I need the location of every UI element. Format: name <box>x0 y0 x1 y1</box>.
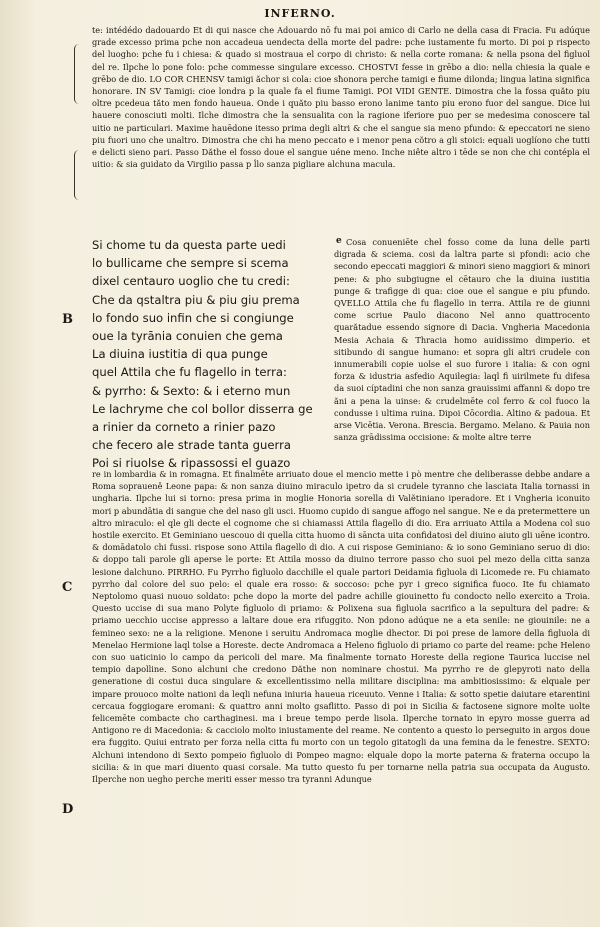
verse-line: che fecero ale strade tanta guerra <box>92 438 291 453</box>
verse-line: Che da qstaltra piu & piu giu prema <box>92 292 300 307</box>
commentary-bottom: re in lombardia & in romagna. Et finalmēte arriuato doue el mencio mette i pò mentre che deliberasse debbe andare a Roma sopraueně Leone papa: & non sanza diuino miraculo ipetro da si crudele tyranno che lasciata Italia tornassi in ungharia. Ilpche lui si torno: presa prima in moglie Honoria sorella di Valĕtiniano iperadore. Et i Vngheria iconuito mori p abundātia di sangue che del naso gli usci. Huomo cupido di sangue affogo nel sangue. Ne e da pretermettere un altro miraculo: el qle gli decte el cognome che si chiamassi Attila flagello di dio. Era arriuato Attila a Modena col suo hostile exercito. Et Geminiano uescouo di quella citta huomo di sāncta uita confidatosi del diuino aiuto gli uēne icontro. & domādatolo chi fussi. rispose sono Attila flagello di dio. A cui rispose Geminiano: & io sono Geminiano seruo di dio: & doppo tali parole gli aperse le porte: Et Attila mosso da diuino terrore passo cho suoi pel mezo della citta sanza lesione dalchuno. PIRRHO. Fu Pyrrho figluolo dacchille el quale partori Deidamia figluola di Licomede re. Fu chiamato pyrrho dal colore del suo pelo: el quale era rosso: & soccoso: pche pyr i greco significa fuoco. Ite fu chiamato Neptolomo quasi nuouo soldato: pche dopo la morte del padre achille giouinetto fu condocto nello exercito a Troia. Questo uccise di sua mano Polyte figluolo di priamo: & Polixena sua figluola sacrifico a la sepultura del padre: & priamo uecchio uccise appresso a laltare doue era rifuggito. Non pdono adúque ne a eta senile: ne giouinile: ne a femineo sexo: ne a la religione. Menone i seruitu Andromaca moglie dhector. Di poi prese de lamore della figluola di Menelao Hermione laql tolse a Horeste. decte Andromaca a Heleno figluolo di priamo co parte del reame: pche Heleno con suo uaticinio lo campo da pericoli del mare. Ma finalmente tornato Horeste della regione Taurica luccise nel tempio dapolline. Sono alchuni che credono Dăthe non nominare chostui. Ma pyrrho re de glepyroti nato della generatione di costui duca singulare & excellentissimo nella militare disciplina: ma ambitiosissimo: & elquale per impare prouoco molte nationi da leqli nefuna iniuria haueua riceuuto. Venne i Italia: & sotto spetie daiutare etarentini cercaua foggiogare eromani: & quattro anni molto gsaflitto. Passo di poi in Sicilia & factosene signore molte uolte felicemēte combacte cho carthaginesi. ma i breue tempo perde lisola. Ilperche tornato in epyro mosse guerra ad Antigono re di Macedonia: & cacciolo molto iniustamente del reame. Ne contento a questo lo perseguito in argos doue era fuggito. Quiui entrato per forza nella citta fu morto con un tegolo gitatogli da una femina da le fenestre. SEXTO: Alchuni intendono di Sexto pompeio figluolo di Pompeo magno: elquale dopo la morte paterna & fraterna occupo la sicilia: & in que mari diuento quasi corsale. Ma tutto questo fu per tornarne nella patria sua occupata da Augusto. Ilperche non uegho perche meriti esser messo tra tyranni Adunque <box>92 469 590 785</box>
verse-line: La diuina iustitia di qua punge <box>92 347 268 362</box>
margin-bracket <box>74 44 81 104</box>
verse-line: dixel centauro uoglio che tu credi: <box>92 274 290 289</box>
verse-line: a rinier da corneto a rinier pazo <box>92 420 276 435</box>
verse-line: Poi si riuolse & ripassossi el guazo <box>92 456 291 471</box>
verse-block <box>92 236 330 471</box>
running-head-title: INFERNO. <box>264 7 336 20</box>
verse-line: quel Attila che fu flagello in terra: <box>92 365 287 380</box>
margin-letter-b: B <box>62 312 73 327</box>
margin-bracket <box>74 150 81 200</box>
verse-line: Le lachryme che col bollor disserra ge <box>92 401 313 416</box>
commentary-top: te: intédédo dadouardo Et di qui nasce che Adouardo nō fu mai poi amico di Carlo ne della casa di Fracia. Fu adúque grade excesso prima pche non accadeua uendecta della morte del padre: pche iustamente fu morto. Di poi p rispecto del luogho: pche fu i chiesa: & quado si mostraua el corpo di christo: & nella corte romana: & nella psona del figluol del re. Ilpche lo pone folo: pche commesse singulare excesso. CHOSTVI fesse in grēbo a dio: nella chiesia la quale e grēbo de dio. LO COR CHENSV tamigi ăchor si cola: cioe sħonora perche tamigi e fiume dilonda; lingua latina significa honorare. IN SV Tamigi: cioe londra p la quale fa el fiume Tamigi. POI VIDI GENTE. Dimostra che la fossa quăto piu oltre pcedeua tăto men fondo haueua. Onde i quăto piu basso erono lanime tanto piu erono fuor del sangue. Dice lui hauere conosciuti molti. Ilche dimostra che la sensualita con la ragione iferiore puo per se medesima conoscere tal uitio ne particulari. Maxime hauēdone itesso prima degli altri & che el sangue sia meno pfundo: & epeccatori ne sieno piu fuori uno che unaltro. Dimostra che chi ha meno peccato e i menor pena cŏtro a gli stoici: equali uoglíono che tutti e delicti sieno pari. Passo Dăthe el fosso doue el sangue uéne meno. Inche niête altro i tēde se non che chi contépla el uitio: & sia guidato da Virgilio passa p ĺlo sanza pigliare alchuna macula. <box>92 25 590 170</box>
commentary-right-text: Cosa conueniēte chel fosso come da luna delle parti digrada & sciema. cosi da laltra parte si pfondi: acio che secondo epeccati maggiori & minori sieno maggiori & minori pene: & pho subgiugne el cētauro che la diuina iustitia punge & trafigge di qua: cioe oue el sangue e piu pfundo. QVELLO Attila che fu flagello in terra. Attila re de giunni come scriue Paulo diacono Nel anno quattrocento quarătadue essendo signore di Dacia. Vngheria Macedonia Mesia Achaia & Thracia homo auidissimo dimperio. et sitibundo di sangue humano: et sopra gli altri crudele con innumerabili copie uolse el suo furore i italia: & con ogni forza & idustria asfedio Aquilegia: laql fi uirilmete fu difesa da suoi cíptadini che non sanza grauissimi affanni & dopo tre ăni a pena la uinse: & crudelmēte col ferro & col fuoco la condusse i ultima ruina. Dipoi Cōcordia. Altino & padoua. Et arse Vicētia. Verona. Brescia. Bergamo. Melano. & Pauia non sanza grādissima occisione: & molte altre terre <box>334 237 590 443</box>
verse-line: Si chome tu da questa parte uedi <box>92 238 286 252</box>
verse-line: lo bullicame che sempre si scema <box>92 256 289 271</box>
verse-line: oue la tyrānia conuien che gema <box>92 329 283 344</box>
margin-letter-c: C <box>62 580 73 595</box>
margin-letter-e: e <box>336 236 342 246</box>
margin-letter-d: D <box>62 802 74 817</box>
verse-line: & pyrrho: & Sexto: & i eterno mun <box>92 383 291 398</box>
commentary-right <box>334 236 590 466</box>
verse-line: lo fondo suo infin che si congiunge <box>92 310 294 325</box>
